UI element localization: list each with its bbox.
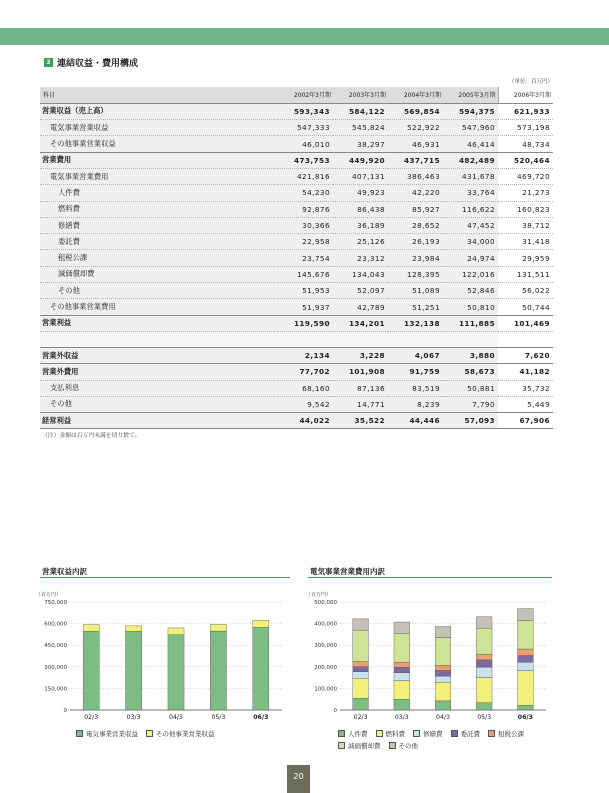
row-value <box>278 331 333 347</box>
row-value <box>498 331 553 347</box>
table-row <box>40 152 553 168</box>
row-value: 473,753 <box>278 152 333 168</box>
row-label: 電気事業営業収益 <box>40 120 278 136</box>
legend-item <box>338 729 368 738</box>
table-row <box>40 217 553 233</box>
legend-swatch <box>488 730 495 737</box>
bar-segment <box>126 631 142 710</box>
top-color-band <box>0 28 609 45</box>
row-value: 7,620 <box>498 347 553 363</box>
bar-segment <box>435 701 451 710</box>
legend-item <box>146 729 215 738</box>
row-value: 26,193 <box>388 234 443 250</box>
row-label: 電気事業営業費用 <box>40 168 278 184</box>
row-value: 545,824 <box>333 120 388 136</box>
row-value: 569,854 <box>388 103 443 119</box>
legend-item <box>389 741 419 750</box>
legend-swatch <box>76 730 83 737</box>
y-tick-label: 450,000 <box>44 643 67 650</box>
row-label: 営業外費用 <box>40 364 278 380</box>
row-value: 128,395 <box>388 266 443 282</box>
row-value: 469,720 <box>498 168 553 184</box>
row-value: 50,744 <box>498 299 553 315</box>
row-value: 23,312 <box>333 250 388 266</box>
section-number-badge: 3 <box>44 58 53 67</box>
bar-segment <box>353 619 369 630</box>
row-value: 132,138 <box>388 315 443 331</box>
row-value: 101,908 <box>333 364 388 380</box>
table-row <box>40 136 553 152</box>
row-value: 33,764 <box>443 185 498 201</box>
table-row <box>40 201 553 217</box>
bar-segment <box>435 665 451 670</box>
row-value: 49,923 <box>333 185 388 201</box>
table-row <box>40 315 553 331</box>
row-value: 437,715 <box>388 152 443 168</box>
row-label: 経常利益 <box>40 413 278 429</box>
bar-segment <box>168 628 184 635</box>
row-value: 116,622 <box>443 201 498 217</box>
legend-swatch <box>413 730 420 737</box>
row-value: 83,519 <box>388 380 443 396</box>
row-value: 77,702 <box>278 364 333 380</box>
table-row <box>40 168 553 184</box>
row-value: 34,000 <box>443 234 498 250</box>
table-row <box>40 347 553 363</box>
bar-segment <box>253 620 269 627</box>
section-title <box>44 56 138 69</box>
table-body <box>40 103 553 429</box>
row-value: 57,093 <box>443 413 498 429</box>
row-value: 36,189 <box>333 217 388 233</box>
bar-segment <box>394 699 410 710</box>
y-axis-unit-label: （百万円） <box>36 592 62 598</box>
legend-label: 人件費 <box>348 730 368 738</box>
row-value: 160,823 <box>498 201 553 217</box>
row-value: 134,043 <box>333 266 388 282</box>
row-value: 520,464 <box>498 152 553 168</box>
bar-segment <box>476 628 492 654</box>
row-value: 44,022 <box>278 413 333 429</box>
row-label: 租税公課 <box>40 250 278 266</box>
legend-swatch <box>146 730 153 737</box>
y-axis-unit-label: （百万円） <box>306 592 332 598</box>
row-value <box>443 331 498 347</box>
row-label: 減価償却費 <box>40 266 278 282</box>
row-label <box>40 331 278 347</box>
row-value: 41,182 <box>498 364 553 380</box>
y-tick-label: 750,000 <box>44 600 67 606</box>
bar-segment <box>394 662 410 667</box>
row-value: 52,846 <box>443 283 498 299</box>
legend-label: その他事業営業収益 <box>156 730 215 738</box>
y-tick-label: 0 <box>63 708 67 714</box>
column-header-year: 2002年3月期 <box>278 87 333 103</box>
legend-label: その他 <box>398 742 418 750</box>
legend-item <box>413 729 443 738</box>
row-value: 44,446 <box>388 413 443 429</box>
row-label: 委託費 <box>40 234 278 250</box>
bar-segment <box>476 667 492 677</box>
bar-segment <box>518 609 534 621</box>
row-value: 51,089 <box>388 283 443 299</box>
legend-item <box>488 729 524 738</box>
table-row <box>40 103 553 119</box>
row-value: 51,937 <box>278 299 333 315</box>
row-value: 3,228 <box>333 347 388 363</box>
bar-segment <box>394 622 410 633</box>
row-value: 52,097 <box>333 283 388 299</box>
bar-segment <box>394 633 410 662</box>
row-value: 2,134 <box>278 347 333 363</box>
row-label: 燃料費 <box>40 201 278 217</box>
row-value: 8,239 <box>388 396 443 412</box>
row-value: 87,136 <box>333 380 388 396</box>
legend-label: 電気事業営業収益 <box>86 730 138 738</box>
row-value: 119,590 <box>278 315 333 331</box>
row-value: 38,712 <box>498 217 553 233</box>
legend-item <box>451 729 481 738</box>
x-tick-label: 05/3 <box>477 714 492 721</box>
row-value: 547,960 <box>443 120 498 136</box>
row-value: 9,542 <box>278 396 333 412</box>
row-value: 111,885 <box>443 315 498 331</box>
legend-swatch <box>389 742 396 749</box>
bar-segment <box>435 627 451 638</box>
bar-segment <box>476 655 492 660</box>
row-value: 431,678 <box>443 168 498 184</box>
bar-segment <box>476 617 492 628</box>
legend-label: 委託費 <box>460 730 480 738</box>
row-value: 46,010 <box>278 136 333 152</box>
row-value: 134,201 <box>333 315 388 331</box>
row-value: 30,366 <box>278 217 333 233</box>
table-header-row <box>40 87 553 103</box>
bar-segment <box>353 678 369 698</box>
bar-segment <box>210 631 226 710</box>
row-value: 58,673 <box>443 364 498 380</box>
row-value: 51,953 <box>278 283 333 299</box>
column-header-year: 2006年3月期 <box>498 87 553 103</box>
bar-segment <box>353 662 369 667</box>
row-value: 42,220 <box>388 185 443 201</box>
row-value: 5,449 <box>498 396 553 412</box>
bar-segment <box>435 682 451 701</box>
row-value: 3,880 <box>443 347 498 363</box>
bar-segment <box>394 673 410 681</box>
table-row <box>40 299 553 315</box>
legend-item <box>376 729 406 738</box>
row-value: 46,414 <box>443 136 498 152</box>
bar-segment <box>518 671 534 706</box>
x-tick-label: 06/3 <box>253 714 269 721</box>
revenue-chart-legend <box>76 729 296 741</box>
table-row <box>40 380 553 396</box>
expense-chart-legend <box>338 729 553 753</box>
y-tick-label: 400,000 <box>314 621 337 628</box>
row-value: 101,469 <box>498 315 553 331</box>
bar-segment <box>353 672 369 679</box>
legend-swatch <box>338 730 345 737</box>
row-value: 593,343 <box>278 103 333 119</box>
row-value: 386,463 <box>388 168 443 184</box>
row-value: 42,789 <box>333 299 388 315</box>
row-value: 92,876 <box>278 201 333 217</box>
bar-segment <box>253 627 269 710</box>
column-header-item: 科目 <box>40 87 278 103</box>
row-label: 営業費用 <box>40 152 278 168</box>
legend-label: 減価償却費 <box>348 742 381 750</box>
bar-segment <box>435 670 451 676</box>
chart-title-rule <box>308 577 552 578</box>
table-row <box>40 234 553 250</box>
bar-segment <box>210 624 226 631</box>
expense-breakdown-chart <box>300 588 556 728</box>
bar-segment <box>518 705 534 710</box>
row-value: 23,984 <box>388 250 443 266</box>
row-label: その他 <box>40 283 278 299</box>
x-tick-label: 04/3 <box>436 714 450 721</box>
row-value: 85,927 <box>388 201 443 217</box>
row-value: 31,418 <box>498 234 553 250</box>
row-value <box>333 331 388 347</box>
legend-swatch <box>376 730 383 737</box>
row-value: 24,974 <box>443 250 498 266</box>
row-value: 522,922 <box>388 120 443 136</box>
bar-segment <box>83 631 99 710</box>
row-value: 594,375 <box>443 103 498 119</box>
row-value: 86,438 <box>333 201 388 217</box>
bar-segment <box>394 681 410 700</box>
legend-label: 修繕費 <box>423 730 443 738</box>
row-value: 621,933 <box>498 103 553 119</box>
bar-segment <box>476 703 492 710</box>
row-value: 28,652 <box>388 217 443 233</box>
revenue-breakdown-chart <box>30 588 292 728</box>
row-label: その他 <box>40 396 278 412</box>
row-value: 46,931 <box>388 136 443 152</box>
row-value: 67,906 <box>498 413 553 429</box>
row-value: 35,522 <box>333 413 388 429</box>
table-row <box>40 283 553 299</box>
bar-segment <box>394 667 410 672</box>
bar-segment <box>435 638 451 666</box>
table-row <box>40 120 553 136</box>
legend-item <box>338 741 381 750</box>
legend-swatch <box>451 730 458 737</box>
x-tick-label: 05/3 <box>211 714 226 721</box>
chart-title-expenses: 電気事業営業費用内訳 <box>310 567 385 576</box>
row-label: 営業収益（売上高） <box>40 103 278 119</box>
row-value: 407,131 <box>333 168 388 184</box>
row-label: 営業利益 <box>40 315 278 331</box>
y-tick-label: 300,000 <box>44 664 67 671</box>
x-tick-label: 03/3 <box>126 714 141 721</box>
legend-label: 租税公課 <box>498 730 524 738</box>
table-footnote: （注）金額は百万円未満を切り捨て。 <box>42 433 141 439</box>
column-header-year: 2005年3月期 <box>443 87 498 103</box>
y-tick-label: 300,000 <box>314 643 337 650</box>
page-number: 20 <box>287 765 310 793</box>
bar-segment <box>126 626 142 632</box>
row-value: 25,126 <box>333 234 388 250</box>
y-tick-label: 150,000 <box>44 686 67 693</box>
financial-table <box>40 87 553 429</box>
x-tick-label: 06/3 <box>517 714 533 721</box>
bar-segment <box>435 676 451 682</box>
row-value: 449,920 <box>333 152 388 168</box>
row-value: 145,676 <box>278 266 333 282</box>
row-value: 7,790 <box>443 396 498 412</box>
legend-swatch <box>338 742 345 749</box>
bar-segment <box>353 667 369 672</box>
bar-segment <box>518 662 534 670</box>
row-value: 584,122 <box>333 103 388 119</box>
row-value: 573,198 <box>498 120 553 136</box>
bar-segment <box>476 678 492 703</box>
row-value: 50,810 <box>443 299 498 315</box>
unit-note: （単位：百万円） <box>508 79 553 85</box>
column-header-year: 2003年3月期 <box>333 87 388 103</box>
row-value: 48,734 <box>498 136 553 152</box>
bar-segment <box>353 698 369 710</box>
x-tick-label: 03/3 <box>394 714 409 721</box>
row-value: 51,251 <box>388 299 443 315</box>
x-tick-label: 04/3 <box>169 714 183 721</box>
row-value: 4,067 <box>388 347 443 363</box>
row-value: 54,230 <box>278 185 333 201</box>
row-label: その他事業営業費用 <box>40 299 278 315</box>
y-tick-label: 0 <box>333 708 337 714</box>
row-value: 421,816 <box>278 168 333 184</box>
chart-title-revenue: 営業収益内訳 <box>42 567 87 576</box>
bar-segment <box>518 649 534 655</box>
column-header-year: 2004年3月期 <box>388 87 443 103</box>
x-tick-label: 02/3 <box>84 714 99 721</box>
row-value: 547,333 <box>278 120 333 136</box>
row-value <box>388 331 443 347</box>
row-label: 営業外収益 <box>40 347 278 363</box>
bar-segment <box>476 660 492 667</box>
bar-segment <box>518 656 534 663</box>
chart-title-rule <box>40 577 290 578</box>
bar-segment <box>518 621 534 649</box>
row-value: 35,732 <box>498 380 553 396</box>
row-value: 131,511 <box>498 266 553 282</box>
row-value: 91,759 <box>388 364 443 380</box>
table-row <box>40 413 553 429</box>
legend-label: 燃料費 <box>385 730 405 738</box>
y-tick-label: 600,000 <box>44 621 67 628</box>
row-value: 122,016 <box>443 266 498 282</box>
y-tick-label: 200,000 <box>314 664 337 671</box>
table-row <box>40 364 553 380</box>
row-value: 56,022 <box>498 283 553 299</box>
table-row <box>40 396 553 412</box>
bar-segment <box>168 635 184 710</box>
legend-item <box>76 729 138 738</box>
table-row <box>40 250 553 266</box>
row-label: 人件費 <box>40 185 278 201</box>
row-value: 50,881 <box>443 380 498 396</box>
bar-segment <box>83 625 99 632</box>
row-value: 68,160 <box>278 380 333 396</box>
section-title-text: 連結収益・費用構成 <box>57 59 139 69</box>
y-tick-label: 500,000 <box>314 600 337 606</box>
row-value: 22,958 <box>278 234 333 250</box>
row-value: 23,754 <box>278 250 333 266</box>
row-label: 支払利息 <box>40 380 278 396</box>
row-value: 21,273 <box>498 185 553 201</box>
row-value: 47,452 <box>443 217 498 233</box>
row-value: 482,489 <box>443 152 498 168</box>
row-value: 14,771 <box>333 396 388 412</box>
row-label: 修繕費 <box>40 217 278 233</box>
row-label: その他事業営業収益 <box>40 136 278 152</box>
bar-segment <box>353 630 369 661</box>
table-row <box>40 331 553 347</box>
row-value: 29,959 <box>498 250 553 266</box>
x-tick-label: 02/3 <box>353 714 368 721</box>
row-value: 38,297 <box>333 136 388 152</box>
y-tick-label: 100,000 <box>314 686 337 693</box>
table-row <box>40 185 553 201</box>
table-row <box>40 266 553 282</box>
